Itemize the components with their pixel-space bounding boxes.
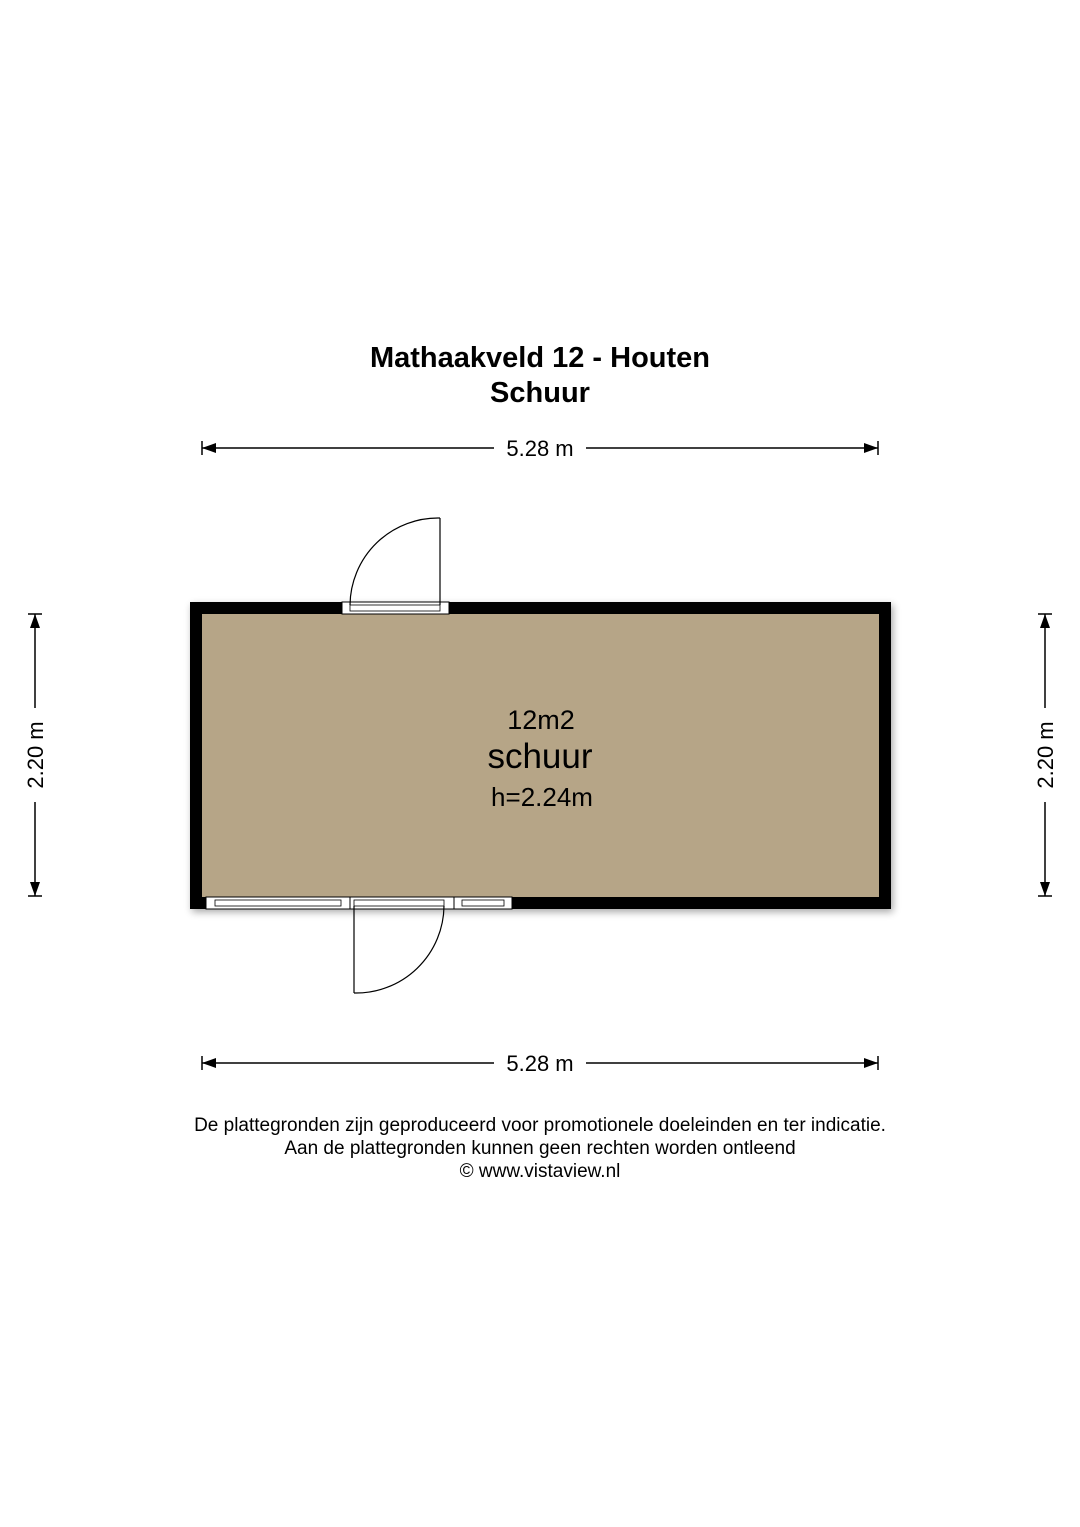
arrow-right-icon xyxy=(864,1058,878,1068)
dimension-bottom-label: 5.28 m xyxy=(506,1051,574,1076)
dimension-top-label: 5.28 m xyxy=(506,436,574,461)
room-area-label: 12m2 xyxy=(507,705,575,735)
arrow-down-icon xyxy=(1040,882,1050,896)
room-height-label: h=2.24m xyxy=(491,782,593,812)
dimension-right xyxy=(1033,614,1058,896)
arrow-down-icon xyxy=(30,882,40,896)
plan-title: Mathaakveld 12 - Houten xyxy=(369,342,711,374)
plan-subtitle: Schuur xyxy=(490,377,590,409)
arrow-up-icon xyxy=(1040,614,1050,628)
dimension-left-label: 2.20 m xyxy=(23,721,48,789)
disclaimer-line-2: Aan de plattegronden kunnen geen rechten worden ontleend xyxy=(284,1138,796,1159)
door-swing-arc xyxy=(354,906,444,993)
bottom-window-right xyxy=(454,897,512,909)
copyright-line: © www.vistaview.nl xyxy=(459,1161,621,1182)
top-door xyxy=(342,518,449,614)
arrow-left-icon xyxy=(202,1058,216,1068)
room-name-label: schuur xyxy=(487,737,593,776)
dimension-left xyxy=(23,614,48,896)
dimension-right-label: 2.20 m xyxy=(1033,721,1058,789)
arrow-up-icon xyxy=(30,614,40,628)
dimension-bottom xyxy=(202,1051,878,1076)
bottom-window-left xyxy=(206,897,350,909)
dimension-top xyxy=(202,436,878,461)
disclaimer-line-1: De plattegronden zijn geproduceerd voor promotionele doeleinden en ter indicatie. xyxy=(194,1115,886,1136)
bottom-door xyxy=(350,897,454,993)
arrow-right-icon xyxy=(864,443,878,453)
door-swing-arc xyxy=(350,518,440,605)
arrow-left-icon xyxy=(202,443,216,453)
